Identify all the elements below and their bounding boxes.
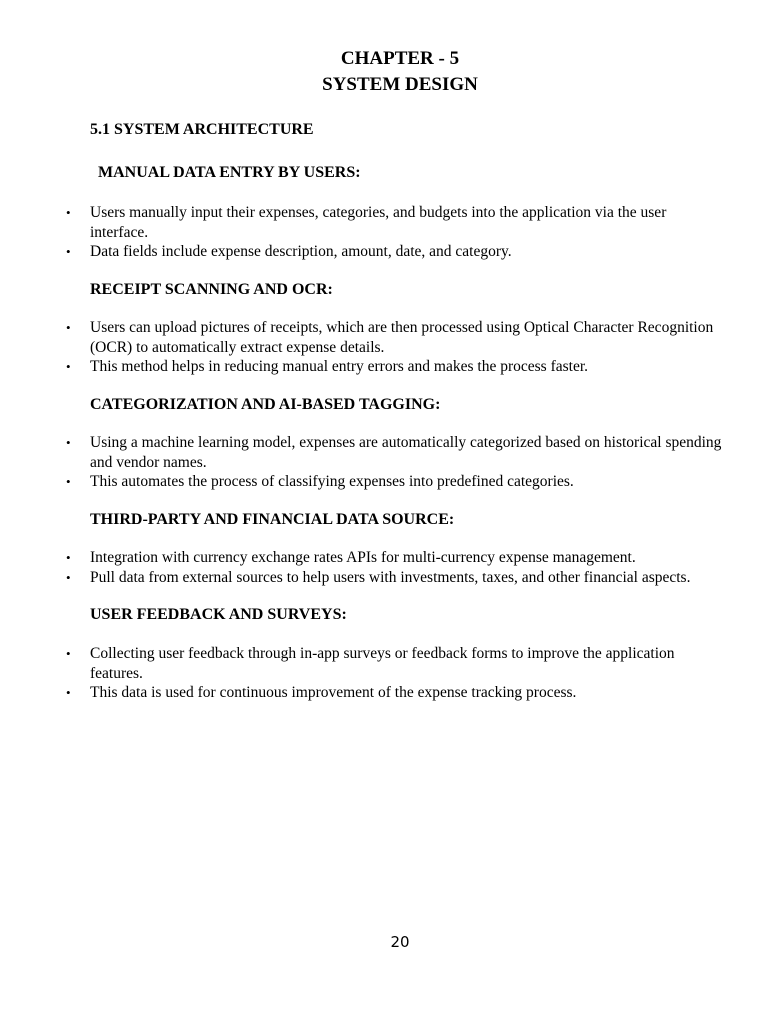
bullet-icon: • [66,569,71,585]
section-heading: 5.1 SYSTEM ARCHITECTURE [90,121,314,138]
list-item [0,433,768,472]
bullet-icon: • [66,550,71,565]
subheading-suffix: : [448,511,455,528]
list-item-text: This data is used for continuous improvement of the expense tracking process. [90,684,577,701]
list-item-text: Data fields include expense description, amount, date, and category. [90,243,512,260]
bullet-list-categorization [0,433,768,492]
chapter-title: SYSTEM DESIGN [322,74,478,95]
bullet-icon: • [66,205,71,220]
bullet-icon: • [66,646,71,661]
list-item [0,644,768,683]
bullet-icon: • [66,474,71,489]
bullet-icon: • [66,244,71,259]
bullet-list-user-feedback [0,644,768,703]
chapter-number: CHAPTER - 5 [340,48,460,69]
bullet-list-receipt-scanning [0,318,768,377]
bullet-list-third-party [0,548,768,587]
bullet-icon: • [66,359,71,374]
list-item-text: This method helps in reducing manual entry errors and makes the process faster. [90,358,589,375]
bullet-list-manual-data-entry [0,203,768,262]
list-item [0,548,768,568]
subheading-suffix: : [327,281,333,298]
subheading-receipt-scanning [90,279,333,301]
list-item [0,568,768,588]
page-number: 20 [390,933,410,951]
list-item [0,203,768,242]
bullet-icon: • [66,435,71,450]
subheading-user-feedback [90,604,347,626]
bullet-icon: • [66,320,71,335]
bullet-icon: • [66,685,71,700]
list-item-text: Collecting user feedback through in-app surveys or feedback forms to improve the application features. [90,645,675,682]
subheading-suffix: : [435,396,441,413]
subheading-third-party [90,509,454,531]
list-item-text: This automates the process of classifying expenses into predefined categories. [90,473,574,490]
subheading-text: RECEIPT SCANNING AND OCR [90,281,328,298]
list-item-text: Integration with currency exchange rates APIs for multi-currency expense management. [90,549,636,566]
subheading-text: CATEGORIZATION AND AI-BASED TAGGING [90,396,436,413]
subheading-text: MANUAL DATA ENTRY BY USERS: [98,164,361,181]
subheading-suffix: : [341,606,347,623]
subheading-text: THIRD-PARTY AND FINANCIAL DATA SOURCE [90,511,449,528]
subheading-text: USER FEEDBACK AND SURVEYS [90,606,342,623]
list-item [0,683,768,703]
list-item [0,357,768,377]
list-item-text: Pull data from external sources to help users with investments, taxes, and other financial aspects. [90,568,691,586]
list-item-text: Users manually input their expenses, categories, and budgets into the application via the user interface. [90,204,667,241]
list-item [0,472,768,492]
list-item-text: Users can upload pictures of receipts, which are then processed using Optical Character Recognition (OCR) to automatically extract expense details. [90,319,714,356]
list-item [0,318,768,357]
list-item-text: Using a machine learning model, expenses are automatically categorized based on historical spending and vendor names. [90,434,722,471]
subheading-categorization [90,394,440,416]
list-item [0,242,768,262]
subheading-manual-data-entry [98,162,361,184]
